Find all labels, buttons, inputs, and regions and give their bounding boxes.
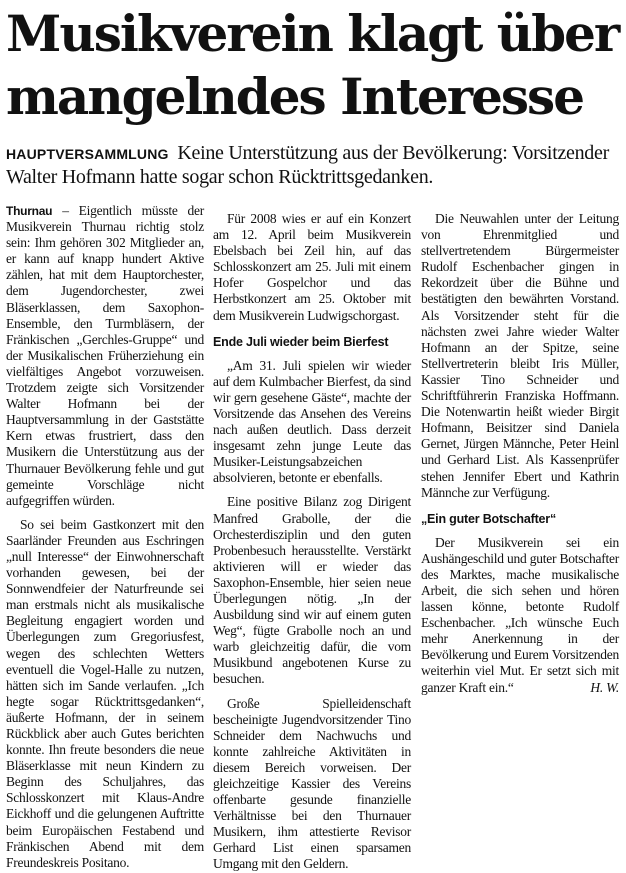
paragraph: Die Neuwahlen unter der Leitung von Ehrenmitglied und stellvertretendem Bürgermeister Rudolf Eschenbacher gingen in Rekordzeit über die Bühne und bestätigten den bewährten Vorstand. Als Vorsitzender steht für die nächsten zwei Jahre wieder Walter Hofmann an der Spitze, seine Stellvertreterin bleibt Iris Müller, Kassier Tino Schneider und Schriftführerin Franziska Hoffmann. Die Notenwartin heißt wieder Birgit Hofmann, Beisitzer sind Daniela Gernet, Jürgen Männche, Peter Heinl und Gerhard List. Als Kassenprüfer stehen Jennifer Ebert und Kathrin Männche zur Verfügung. <box>421 211 619 500</box>
headline: Musikverein klagt über mangelndes Interesse <box>6 4 619 126</box>
paragraph: So sei beim Gastkonzert mit den Saarländer Freunden aus Eschringen „null Interesse“ der Einwohnerschaft vorhanden gewesen, bei der Sonnwendfeier der Naturfreunde sei man erstmals nicht als musikalische Begleitung engagiert worden und Überlegungen zum Gregoriusfest, wegen des schlechten Wetters eventuell die Vogel-Halle zu nutzen, hätten sich im Sande verlaufen. „Ich hegte sogar Rücktrittsgedanken“, äußerte Hofmann, der in seinem Rückblick aber auch Gutes berichten konnte. Ihn freute besonders die neue Bläserklasse mit neun Kindern zu Beginn des Schuljahres, das Schlosskonzert mit Klaus-Andre Eickhoff und die gelungenen Auftritte beim Europäischen Festabend und Fränkischen Abend mit dem Freundeskreis Positano. <box>6 516 204 870</box>
paragraph: „Am 31. Juli spielen wir wieder auf dem Kulmbacher Bierfest, da sind wir gern gesehene Gäste“, machte der Vorsitzende das Ansehen des Vereins nach außen deutlich. Dass derzeit insgesamt zehn junge Leute das Musiker-Leistungsabzeichen absolvieren, betonte er ebenfalls. <box>213 357 411 486</box>
kicker-text: Keine Unterstützung aus der Bevölkerung: Vorsitzender Walter Hofmann hatte sogar schon Rücktrittsgedanken. <box>6 142 609 188</box>
dateline: Thurnau <box>6 204 53 218</box>
column-1 <box>6 203 204 871</box>
paragraph <box>6 203 204 509</box>
paragraph: Große Spielleidenschaft bescheinigte Jugendvorsitzender Tino Schneider dem Nachwuchs und konnte zahlreiche Aktivitäten in diesem Bereich vorweisen. Der gleichzeitige Kassier des Vereins offenbarte gesunde finanzielle Verhältnisse bei den Thurnauer Musikern, ihm attestierte Revisor Gerhard List einen sparsamen Umgang mit den Geldern. <box>213 695 411 872</box>
column-3 <box>421 203 619 696</box>
kicker <box>6 142 622 189</box>
column-2 <box>213 203 411 873</box>
subheading: Ende Juli wieder beim Bierfest <box>213 334 389 349</box>
paragraph-text: Der Musikverein sei ein Aushängeschild und guter Botschafter des Marktes, mache musikalische Arbeit, die sich sehen und hören lassen könne, betonte Rudolf Eschenbacher. „Ich wünsche Euch mehr Anerkennung in der Bevölkerung und Eurem Vorsitzenden weiterhin viel Mut. Er setzt sich mit ganzer Kraft ein.“ <box>421 534 619 695</box>
paragraph <box>421 535 619 696</box>
paragraph-text: – Eigentlich müsste der Musikverein Thurnau richtig stolz sein: Ihm gehören 302 Mitglieder an, er kann auf knapp hundert Aktive zählen, hat mit dem Hauptorchester, dem Jugendorchester, zwei Bläserklassen, dem Saxophon-Ensemble, den Turmbläsern, der Fränkischen „Gerchles-Gruppe“ und der Musikalischen Früherziehung ein vielfältiges Angebot vorzuweisen. Trotzdem zeigte sich Vorsitzender Walter Hofmann bei der Hauptversammlung in der Gaststätte Kern etwas frustriert, dass den Musikern die Unterstützung aus der Thurnauer Bevölkerung fehle und gut gemeinte Vorschläge nicht aufgegriffen würden. <box>6 203 204 508</box>
paragraph: Eine positive Bilanz zog Dirigent Manfred Grabolle, der die Orchesterdisziplin und den guten Probenbesuch herausstellte. Verstärkt aktivieren will er wieder das Saxophon-Ensemble, hier seien neue Überlegungen nötig. „In der Ausbildung sind wir auf einem guten Weg“, fügte Grabolle noch an und warb gleichzeitig dafür, die vom Musikbund angebotenen Kurse zu besuchen. <box>213 494 411 687</box>
paragraph: Für 2008 wies er auf ein Konzert am 12. April beim Musikverein Ebelsbach bei Zeil hin, auf das Schlosskonzert am 25. Juli mit einem Hofer Gospelchor und das Herbstkonzert am 25. Oktober mit dem Musikverein Ludwigschorgast. <box>213 211 411 323</box>
author-signature: H. W. <box>590 679 619 695</box>
subheading: „Ein guter Botschafter“ <box>421 511 556 526</box>
kicker-tag: HAUPTVERSAMMLUNG <box>6 146 169 162</box>
